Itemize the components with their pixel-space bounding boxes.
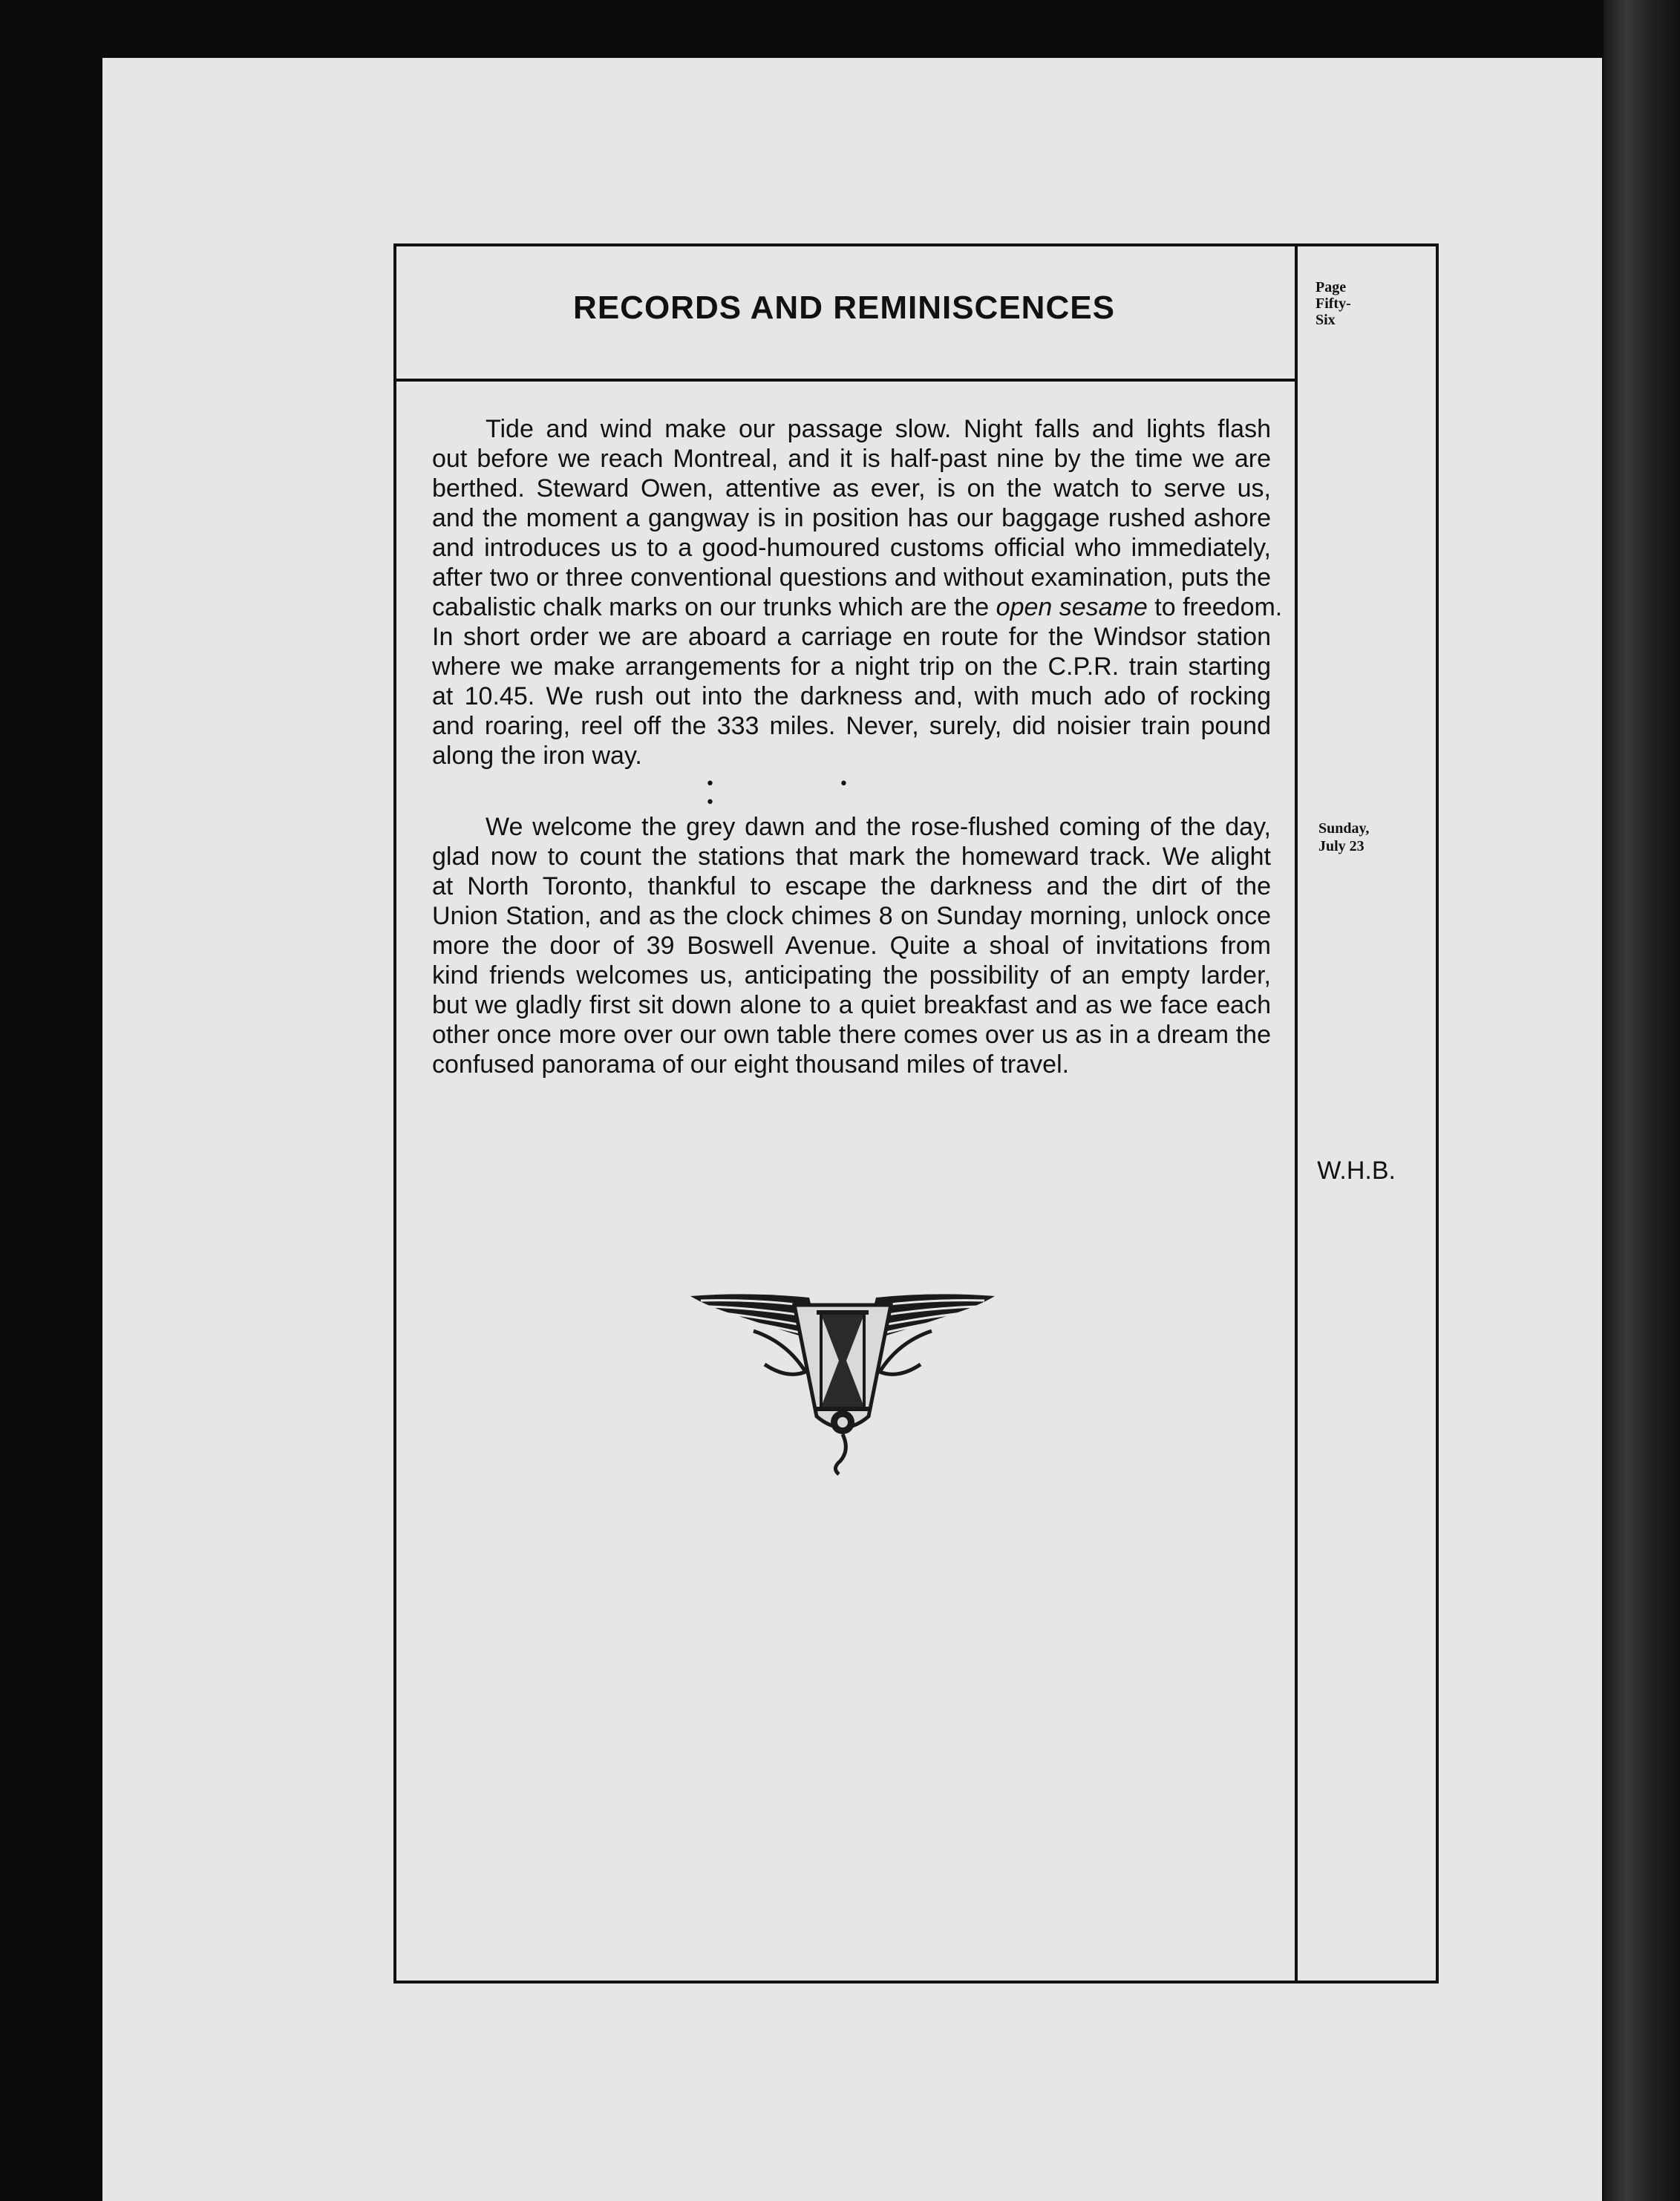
page-title: RECORDS AND REMINISCENCES — [573, 290, 1115, 326]
page-label-line: Fifty- — [1315, 295, 1351, 312]
section-separator: • • • — [705, 775, 908, 812]
margin-note-line: Sunday, — [1318, 820, 1370, 837]
text-line: along the iron way. — [432, 742, 642, 770]
text-line: more the door of 39 Boswell Avenue. Quite a shoal of invitations from — [432, 932, 1271, 960]
book-spine — [1604, 0, 1680, 2201]
text-line: kind friends welcomes us, anticipating the possibility of an empty larder, — [432, 961, 1271, 990]
text-line: glad now to count the stations that mark the homeward track. We alight — [432, 843, 1271, 871]
text-line: confused panorama of our eight thousand miles of travel. — [432, 1050, 1070, 1079]
text-line: out before we reach Montreal, and it is half-past nine by the time we are — [432, 445, 1271, 473]
text-line: berthed. Steward Owen, attentive as ever, is on the watch to serve us, — [432, 474, 1271, 503]
text-line: We welcome the grey dawn and the rose-flushed coming of the day, — [486, 813, 1271, 841]
page-label-line: Six — [1315, 312, 1336, 328]
paragraph-2 — [432, 812, 1271, 1079]
margin-date-note — [1318, 820, 1430, 855]
margin-note-line: July 23 — [1318, 838, 1364, 854]
page-number-label — [1315, 279, 1427, 328]
page-frame — [393, 243, 1439, 1983]
paragraph-1 — [432, 414, 1283, 771]
text-line: at 10.45. We rush out into the darkness and, with much ado of rocking — [432, 682, 1271, 710]
author-signature: W.H.B. — [1317, 1157, 1396, 1185]
text-line-italic — [432, 592, 1283, 622]
header-divider — [393, 379, 1295, 382]
text-line: and the moment a gangway is in position has our baggage rushed ashore — [432, 504, 1271, 532]
text-line: Union Station, and as the clock chimes 8 on Sunday morning, unlock once — [432, 902, 1271, 930]
text-line: Tide and wind make our passage slow. Night falls and lights flash — [486, 415, 1271, 443]
winged-hourglass-icon — [683, 1290, 1002, 1476]
text-line: where we make arrangements for a night trip on the C.P.R. train starting — [432, 653, 1271, 681]
text-line: after two or three conventional questions and without examination, puts the — [432, 563, 1271, 592]
italic-phrase: open sesame — [996, 593, 1148, 621]
text-line: at North Toronto, thankful to escape the darkness and the dirt of the — [432, 872, 1271, 900]
text-line: other once more over our own table there comes over us as in a dream the — [432, 1021, 1271, 1049]
text-segment: cabalistic chalk marks on our trunks which are the — [432, 593, 990, 621]
text-segment: to freedom. — [1154, 593, 1283, 621]
page-label-line: Page — [1315, 279, 1347, 295]
text-line: and introduces us to a good-humoured customs official who immediately, — [432, 534, 1271, 562]
text-line: In short order we are aboard a carriage en route for the Windsor station — [432, 623, 1271, 651]
text-line: and roaring, reel off the 333 miles. Never, surely, did noisier train pound — [432, 712, 1271, 740]
text-line: but we gladly first sit down alone to a quiet breakfast and as we face each — [432, 991, 1271, 1019]
margin-divider — [1295, 243, 1298, 1983]
